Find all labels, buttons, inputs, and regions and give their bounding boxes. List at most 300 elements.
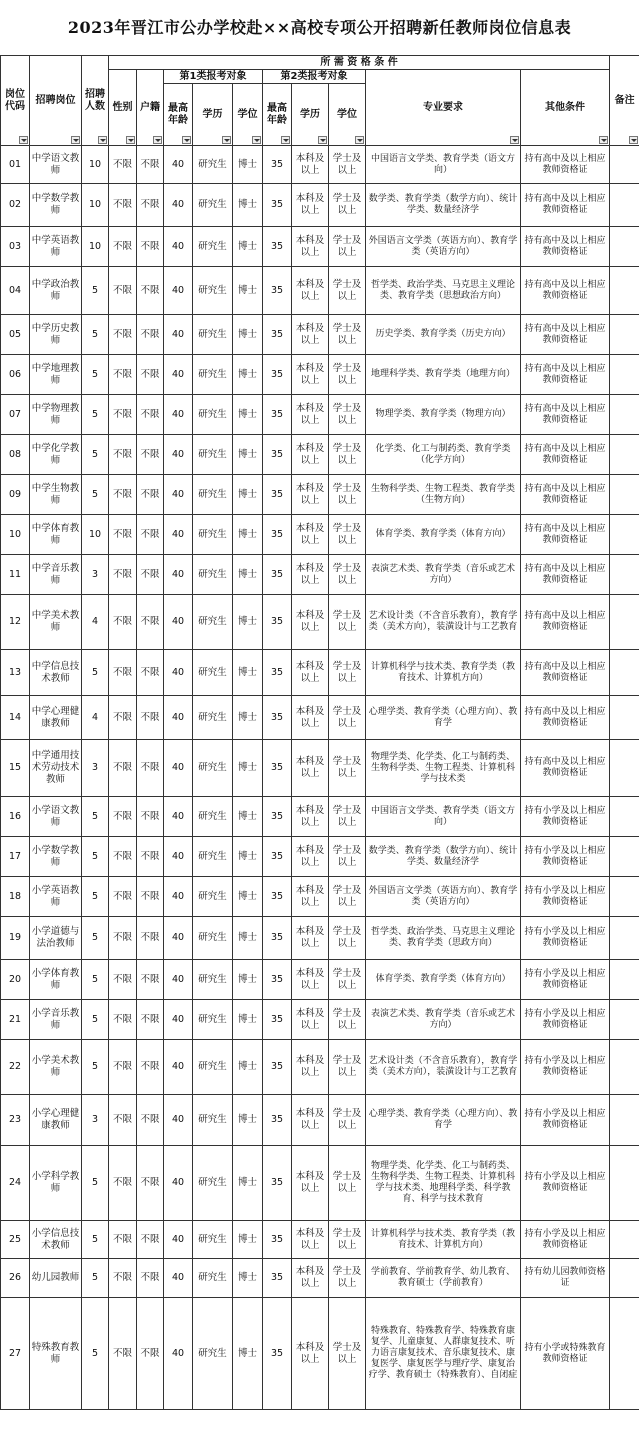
row-code: 23 [1,1095,30,1146]
row-age2: 35 [263,227,292,267]
row-count: 5 [82,837,109,877]
header-age1[interactable]: 最高年龄 [164,84,193,146]
row-edu2: 本科及以上 [292,315,329,355]
row-degree2: 学士及以上 [329,184,366,227]
row-degree1: 博士 [233,740,263,797]
row-gender: 不限 [109,696,137,740]
row-edu1: 研究生 [193,1040,233,1095]
row-age1: 40 [164,595,193,650]
row-code: 25 [1,1221,30,1259]
row-position: 中学信息技术教师 [30,650,82,696]
table-row [1,555,639,595]
row-code: 16 [1,797,30,837]
row-edu2: 本科及以上 [292,1221,329,1259]
row-degree1: 博士 [233,1146,263,1221]
row-code: 22 [1,1040,30,1095]
header-type1: 第1类报考对象 [164,70,263,84]
row-age1: 40 [164,555,193,595]
row-other: 持有小学及以上相应教师资格证 [521,1095,610,1146]
row-age1: 40 [164,395,193,435]
row-other: 持有高中及以上相应教师资格证 [521,315,610,355]
row-edu1: 研究生 [193,267,233,315]
row-position: 中学语文教师 [30,146,82,184]
row-code: 20 [1,960,30,1000]
row-gender: 不限 [109,1298,137,1410]
row-edu2: 本科及以上 [292,650,329,696]
row-other: 持有高中及以上相应教师资格证 [521,267,610,315]
table-row [1,837,639,877]
header-degree1[interactable]: 学位 [233,84,263,146]
row-degree2: 学士及以上 [329,650,366,696]
row-degree2: 学士及以上 [329,227,366,267]
row-count: 5 [82,1298,109,1410]
filter-dropdown-icon[interactable] [153,136,162,144]
header-type2: 第2类报考对象 [263,70,366,84]
row-gender: 不限 [109,555,137,595]
row-code: 03 [1,227,30,267]
header-degree2[interactable]: 学位 [329,84,366,146]
row-position: 中学物理教师 [30,395,82,435]
table-row [1,395,639,435]
row-edu1: 研究生 [193,1095,233,1146]
row-hukou: 不限 [137,877,164,917]
row-major: 表演艺术类、教育学类（音乐或艺术方向） [366,555,521,595]
header-age2[interactable]: 最高年龄 [263,84,292,146]
row-major: 物理学类、化学类、化工与制药类、生物科学类、生物工程类、计算机科学与技术类、地理科学类、科学教育、科学与技术教育 [366,1146,521,1221]
row-edu1: 研究生 [193,797,233,837]
row-age2: 35 [263,1040,292,1095]
row-edu2: 本科及以上 [292,435,329,475]
row-position: 小学美术教师 [30,1040,82,1095]
row-age1: 40 [164,475,193,515]
row-position: 中学英语教师 [30,227,82,267]
row-remark [610,315,639,355]
filter-dropdown-icon[interactable] [252,136,261,144]
row-age1: 40 [164,184,193,227]
row-other: 持有高中及以上相应教师资格证 [521,696,610,740]
row-degree1: 博士 [233,475,263,515]
filter-dropdown-icon[interactable] [126,136,135,144]
table-row [1,1095,639,1146]
row-other: 持有高中及以上相应教师资格证 [521,515,610,555]
row-major: 体育学类、教育学类（体育方向） [366,515,521,555]
row-hukou: 不限 [137,146,164,184]
row-other: 持有小学及以上相应教师资格证 [521,960,610,1000]
row-major: 体育学类、教育学类（体育方向） [366,960,521,1000]
row-position: 中学心理健康教师 [30,696,82,740]
row-hukou: 不限 [137,1146,164,1221]
header-gender[interactable]: 性别 [109,70,137,146]
table-row [1,650,639,696]
row-major: 特殊教育、特殊教育学、特殊教育康复学、儿童康复、人群康复技术、听力语言康复技术、音乐康复技术、康复医学、康复医学与理疗学、康复治疗学、教育硕士（特殊教育）、自闭症 [366,1298,521,1410]
row-age1: 40 [164,877,193,917]
row-major: 生物科学类、生物工程类、教育学类（生物方向） [366,475,521,515]
row-age1: 40 [164,1259,193,1298]
row-age1: 40 [164,1146,193,1221]
row-degree2: 学士及以上 [329,696,366,740]
row-degree1: 博士 [233,515,263,555]
row-edu1: 研究生 [193,1000,233,1040]
table-row [1,355,639,395]
row-remark [610,1146,639,1221]
table-row [1,146,639,184]
row-edu1: 研究生 [193,435,233,475]
header-edu1[interactable]: 学历 [193,84,233,146]
row-count: 5 [82,960,109,1000]
row-count: 5 [82,475,109,515]
row-degree1: 博士 [233,837,263,877]
table-row [1,1040,639,1095]
row-other: 持有小学及以上相应教师资格证 [521,1221,610,1259]
row-other: 持有小学及以上相应教师资格证 [521,1146,610,1221]
row-hukou: 不限 [137,917,164,960]
row-edu2: 本科及以上 [292,595,329,650]
row-edu2: 本科及以上 [292,267,329,315]
row-edu1: 研究生 [193,355,233,395]
row-age1: 40 [164,797,193,837]
row-edu2: 本科及以上 [292,555,329,595]
row-edu1: 研究生 [193,740,233,797]
row-code: 09 [1,475,30,515]
header-position[interactable]: 招聘岗位 [30,56,82,146]
table-row [1,267,639,315]
row-edu2: 本科及以上 [292,515,329,555]
row-degree1: 博士 [233,917,263,960]
row-hukou: 不限 [137,475,164,515]
row-position: 小学语文教师 [30,797,82,837]
row-degree1: 博士 [233,555,263,595]
row-remark [610,917,639,960]
row-age1: 40 [164,1298,193,1410]
row-position: 中学地理教师 [30,355,82,395]
row-gender: 不限 [109,837,137,877]
row-other: 持有小学及以上相应教师资格证 [521,917,610,960]
filter-dropdown-icon[interactable] [182,136,191,144]
row-edu1: 研究生 [193,555,233,595]
row-major: 数学类、教育学类（数学方向）、统计学类、数量经济学 [366,184,521,227]
row-age2: 35 [263,797,292,837]
table-row [1,1000,639,1040]
row-edu1: 研究生 [193,515,233,555]
row-position: 幼儿园教师 [30,1259,82,1298]
row-age2: 35 [263,1095,292,1146]
row-count: 10 [82,184,109,227]
row-edu1: 研究生 [193,184,233,227]
row-count: 5 [82,650,109,696]
row-degree2: 学士及以上 [329,1298,366,1410]
row-code: 01 [1,146,30,184]
row-remark [610,960,639,1000]
header-count[interactable]: 招聘人数 [82,56,109,146]
row-remark [610,1095,639,1146]
row-code: 12 [1,595,30,650]
row-code: 08 [1,435,30,475]
row-hukou: 不限 [137,227,164,267]
row-edu2: 本科及以上 [292,877,329,917]
row-edu1: 研究生 [193,146,233,184]
filter-dropdown-icon[interactable] [281,136,290,144]
row-count: 5 [82,315,109,355]
filter-dropdown-icon[interactable] [599,136,608,144]
row-major: 外国语言文学类（英语方向）、教育学类（英语方向） [366,877,521,917]
row-degree2: 学士及以上 [329,515,366,555]
row-degree1: 博士 [233,227,263,267]
row-other: 持有高中及以上相应教师资格证 [521,227,610,267]
row-other: 持有高中及以上相应教师资格证 [521,595,610,650]
row-remark [610,146,639,184]
row-gender: 不限 [109,1000,137,1040]
row-age2: 35 [263,650,292,696]
row-other: 持有幼儿园教师资格证 [521,1259,610,1298]
row-hukou: 不限 [137,315,164,355]
row-count: 5 [82,1000,109,1040]
row-edu1: 研究生 [193,650,233,696]
row-hukou: 不限 [137,267,164,315]
header-code[interactable]: 岗位代码 [1,56,30,146]
row-hukou: 不限 [137,837,164,877]
row-other: 持有高中及以上相应教师资格证 [521,355,610,395]
row-age1: 40 [164,1221,193,1259]
row-gender: 不限 [109,146,137,184]
row-major: 艺术设计类（不含音乐教育），教育学类（美术方向），装潢设计与工艺教育 [366,1040,521,1095]
table-row [1,515,639,555]
row-other: 持有高中及以上相应教师资格证 [521,650,610,696]
row-age2: 35 [263,960,292,1000]
row-position: 特殊教育教师 [30,1298,82,1410]
row-remark [610,595,639,650]
row-edu2: 本科及以上 [292,696,329,740]
row-age2: 35 [263,917,292,960]
row-degree2: 学士及以上 [329,355,366,395]
row-code: 26 [1,1259,30,1298]
row-gender: 不限 [109,395,137,435]
row-hukou: 不限 [137,960,164,1000]
row-edu1: 研究生 [193,877,233,917]
row-count: 5 [82,267,109,315]
row-edu1: 研究生 [193,1146,233,1221]
row-gender: 不限 [109,227,137,267]
row-remark [610,797,639,837]
table-row [1,797,639,837]
row-degree1: 博士 [233,267,263,315]
row-age2: 35 [263,435,292,475]
row-age1: 40 [164,515,193,555]
row-gender: 不限 [109,267,137,315]
row-remark [610,877,639,917]
row-age1: 40 [164,315,193,355]
row-major: 计算机科学与技术类、教育学类（教育技术、计算机方向） [366,650,521,696]
row-position: 中学通用技术劳动技术教师 [30,740,82,797]
row-remark [610,515,639,555]
row-remark [610,650,639,696]
row-position: 小学英语教师 [30,877,82,917]
row-hukou: 不限 [137,797,164,837]
row-degree1: 博士 [233,1259,263,1298]
row-position: 中学音乐教师 [30,555,82,595]
row-gender: 不限 [109,355,137,395]
row-degree1: 博士 [233,797,263,837]
row-remark [610,1000,639,1040]
row-other: 持有小学及以上相应教师资格证 [521,1000,610,1040]
row-major: 学前教育、学前教育学、幼儿教育、教育硕士（学前教育） [366,1259,521,1298]
row-code: 11 [1,555,30,595]
row-degree1: 博士 [233,595,263,650]
row-edu2: 本科及以上 [292,355,329,395]
row-age1: 40 [164,1000,193,1040]
row-gender: 不限 [109,595,137,650]
row-count: 4 [82,595,109,650]
row-degree1: 博士 [233,435,263,475]
row-edu2: 本科及以上 [292,1095,329,1146]
row-count: 3 [82,555,109,595]
row-position: 中学数学教师 [30,184,82,227]
table-row [1,227,639,267]
row-age1: 40 [164,146,193,184]
row-age2: 35 [263,696,292,740]
row-remark [610,837,639,877]
row-count: 3 [82,1095,109,1146]
row-major: 化学类、化工与制药类、教育学类（化学方向） [366,435,521,475]
row-count: 5 [82,877,109,917]
row-edu1: 研究生 [193,1298,233,1410]
row-remark [610,1221,639,1259]
row-age2: 35 [263,740,292,797]
row-hukou: 不限 [137,595,164,650]
row-degree2: 学士及以上 [329,1259,366,1298]
row-age2: 35 [263,1221,292,1259]
row-degree1: 博士 [233,877,263,917]
row-count: 5 [82,1221,109,1259]
row-gender: 不限 [109,315,137,355]
row-age2: 35 [263,355,292,395]
header-qualification-group: 所 需 资 格 条 件 [109,56,610,70]
row-hukou: 不限 [137,515,164,555]
row-degree2: 学士及以上 [329,837,366,877]
table-row [1,1221,639,1259]
row-edu1: 研究生 [193,227,233,267]
row-code: 18 [1,877,30,917]
row-hukou: 不限 [137,435,164,475]
row-remark [610,555,639,595]
row-code: 21 [1,1000,30,1040]
row-degree2: 学士及以上 [329,960,366,1000]
row-count: 5 [82,395,109,435]
row-major: 心理学类、教育学类（心理方向）、教育学 [366,1095,521,1146]
row-count: 5 [82,435,109,475]
table-row [1,435,639,475]
row-edu1: 研究生 [193,595,233,650]
filter-dropdown-icon[interactable] [98,136,107,144]
row-remark [610,696,639,740]
row-age2: 35 [263,515,292,555]
row-degree1: 博士 [233,696,263,740]
row-edu2: 本科及以上 [292,475,329,515]
row-remark [610,1298,639,1410]
row-other: 持有小学及以上相应教师资格证 [521,1040,610,1095]
header-other[interactable]: 其他条件 [521,70,610,146]
row-degree1: 博士 [233,960,263,1000]
row-remark [610,435,639,475]
row-gender: 不限 [109,184,137,227]
row-edu2: 本科及以上 [292,960,329,1000]
row-degree2: 学士及以上 [329,595,366,650]
row-age1: 40 [164,960,193,1000]
row-edu2: 本科及以上 [292,1259,329,1298]
row-position: 中学政治教师 [30,267,82,315]
row-degree1: 博士 [233,1221,263,1259]
row-count: 10 [82,146,109,184]
row-hukou: 不限 [137,650,164,696]
row-other: 持有高中及以上相应教师资格证 [521,395,610,435]
row-degree2: 学士及以上 [329,475,366,515]
row-age2: 35 [263,595,292,650]
row-degree1: 博士 [233,1095,263,1146]
row-degree1: 博士 [233,650,263,696]
row-code: 24 [1,1146,30,1221]
row-degree1: 博士 [233,1040,263,1095]
row-age1: 40 [164,355,193,395]
row-remark [610,1040,639,1095]
position-table [0,55,639,1410]
row-degree1: 博士 [233,184,263,227]
row-gender: 不限 [109,1259,137,1298]
filter-dropdown-icon[interactable] [629,136,638,144]
row-age2: 35 [263,1000,292,1040]
row-count: 4 [82,696,109,740]
row-degree2: 学士及以上 [329,395,366,435]
row-edu1: 研究生 [193,1221,233,1259]
row-gender: 不限 [109,917,137,960]
row-edu2: 本科及以上 [292,395,329,435]
row-gender: 不限 [109,877,137,917]
header-major[interactable]: 专业要求 [366,70,521,146]
row-position: 小学数学教师 [30,837,82,877]
row-age2: 35 [263,837,292,877]
row-code: 02 [1,184,30,227]
filter-dropdown-icon[interactable] [19,136,28,144]
header-hukou[interactable]: 户籍 [137,70,164,146]
row-age1: 40 [164,1095,193,1146]
row-major: 心理学类、教育学类（心理方向）、教育学 [366,696,521,740]
row-other: 持有小学及以上相应教师资格证 [521,797,610,837]
header-edu2[interactable]: 学历 [292,84,329,146]
row-position: 小学科学教师 [30,1146,82,1221]
filter-dropdown-icon[interactable] [222,136,231,144]
row-code: 04 [1,267,30,315]
header-remark[interactable]: 备注 [610,56,639,146]
table-row [1,184,639,227]
filter-dropdown-icon[interactable] [355,136,364,144]
row-major: 历史学类、教育学类（历史方向） [366,315,521,355]
row-remark [610,740,639,797]
row-major: 地理科学类、教育学类（地理方向） [366,355,521,395]
filter-dropdown-icon[interactable] [510,136,519,144]
table-row [1,696,639,740]
row-hukou: 不限 [137,696,164,740]
row-age2: 35 [263,1298,292,1410]
row-hukou: 不限 [137,1298,164,1410]
row-position: 中学美术教师 [30,595,82,650]
row-hukou: 不限 [137,1259,164,1298]
row-age1: 40 [164,227,193,267]
filter-dropdown-icon[interactable] [71,136,80,144]
table-row [1,1259,639,1298]
row-age2: 35 [263,395,292,435]
row-degree1: 博士 [233,146,263,184]
row-major: 外国语言文学类（英语方向）、教育学类（英语方向） [366,227,521,267]
table-row [1,475,639,515]
filter-dropdown-icon[interactable] [318,136,327,144]
